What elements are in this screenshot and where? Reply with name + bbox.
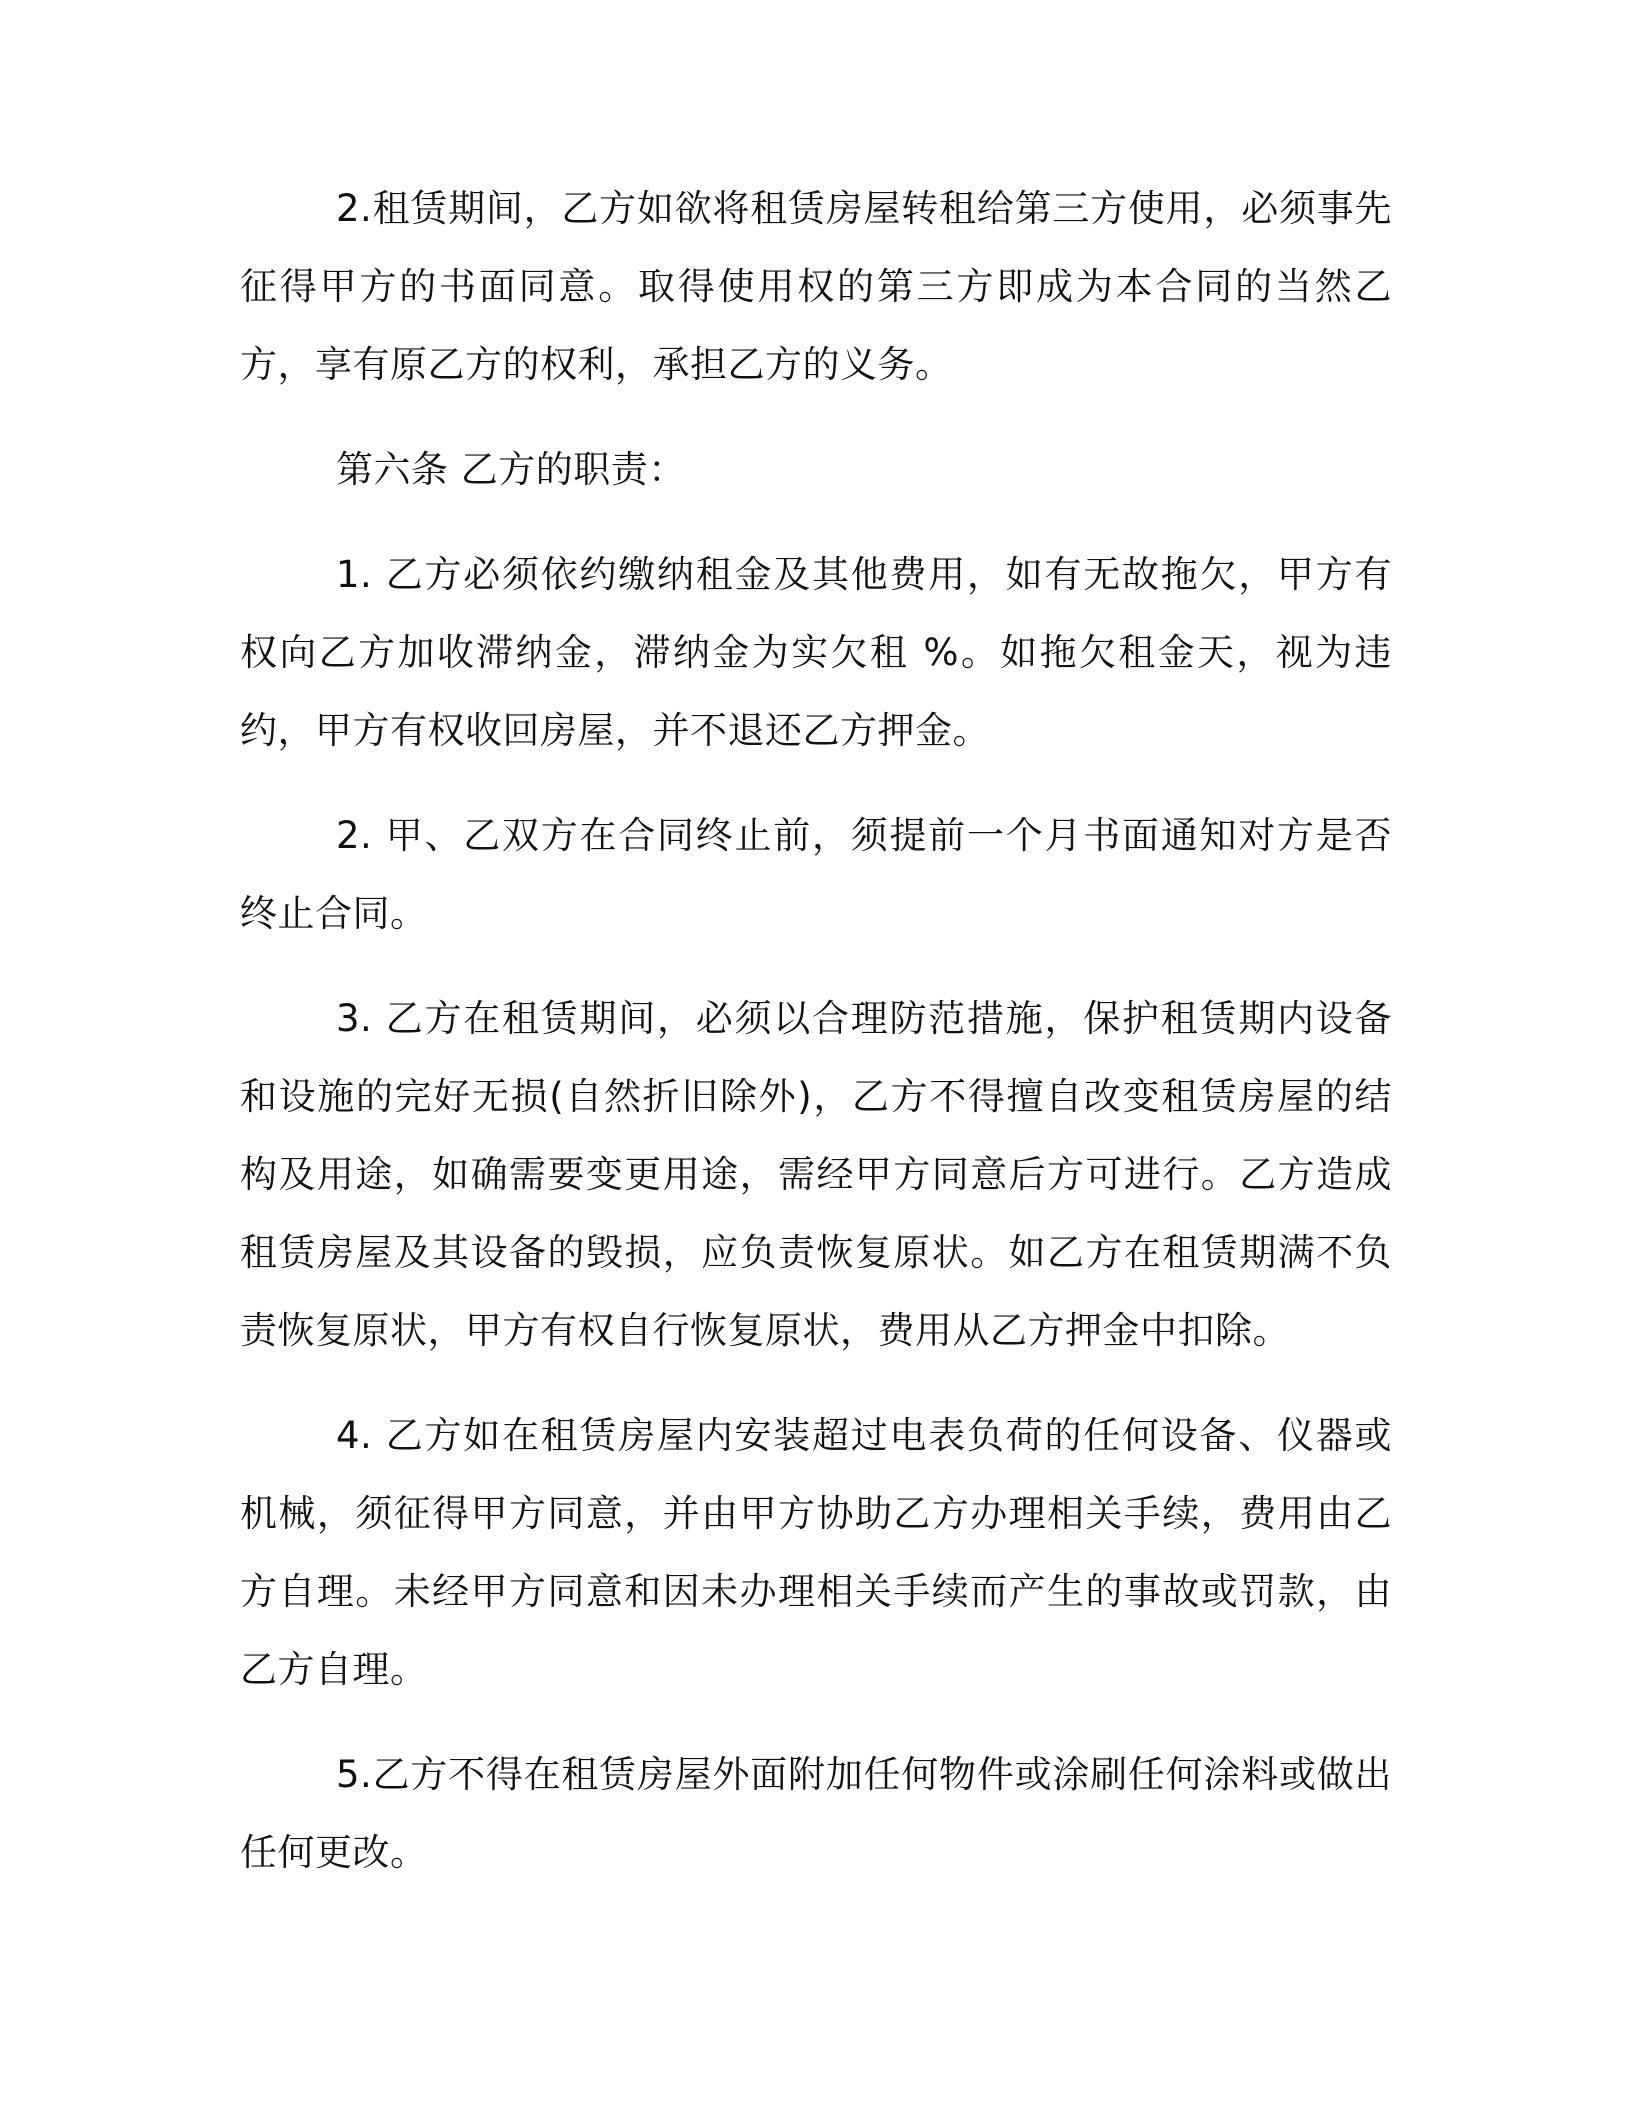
clause-6-2-termination-notice: 2. 甲、乙双方在合同终止前，须提前一个月书面通知对方是否终止合同。 — [240, 814, 1392, 935]
clause-5-2-sublease: 2.租赁期间，乙方如欲将租赁房屋转租给第三方使用，必须事先征得甲方的书面同意。取得使用权的第三方即成为本合同的当然乙方，享有原乙方的权利，承担乙方的义务。 — [240, 187, 1392, 386]
clause-6-1-rent-payment: 1. 乙方必须依约缴纳租金及其他费用，如有无故拖欠，甲方有权向乙方加收滞纳金，滞纳金为实欠租 %。如拖欠租金天，视为违约，甲方有权收回房屋，并不退还乙方押金。 — [240, 553, 1392, 752]
document-page — [240, 170, 1392, 1892]
clause-6-3-maintenance: 3. 乙方在租赁期间，必须以合理防范措施，保护租赁期内设备和设施的完好无损(自然折旧除外)，乙方不得擅自改变租赁房屋的结构及用途，如确需要变更用途，需经甲方同意后方可进行。乙方造成租赁房屋及其设备的毁损，应负责恢复原状。如乙方在租赁期满不负责恢复原状，甲方有权自行恢复原状，费用从乙方押金中扣除。 — [240, 997, 1392, 1352]
clause-6-5-exterior: 5.乙方不得在租赁房屋外面附加任何物件或涂刷任何涂料或做出任何更改。 — [240, 1753, 1392, 1874]
clause-6-4-equipment: 4. 乙方如在租赁房屋内安装超过电表负荷的任何设备、仪器或机械，须征得甲方同意，并由甲方协助乙方办理相关手续，费用由乙方自理。未经甲方同意和因未办理相关手续而产生的事故或罚款，由乙方自理。 — [240, 1414, 1392, 1691]
article-6-heading: 第六条 乙方的职责： — [336, 448, 686, 491]
